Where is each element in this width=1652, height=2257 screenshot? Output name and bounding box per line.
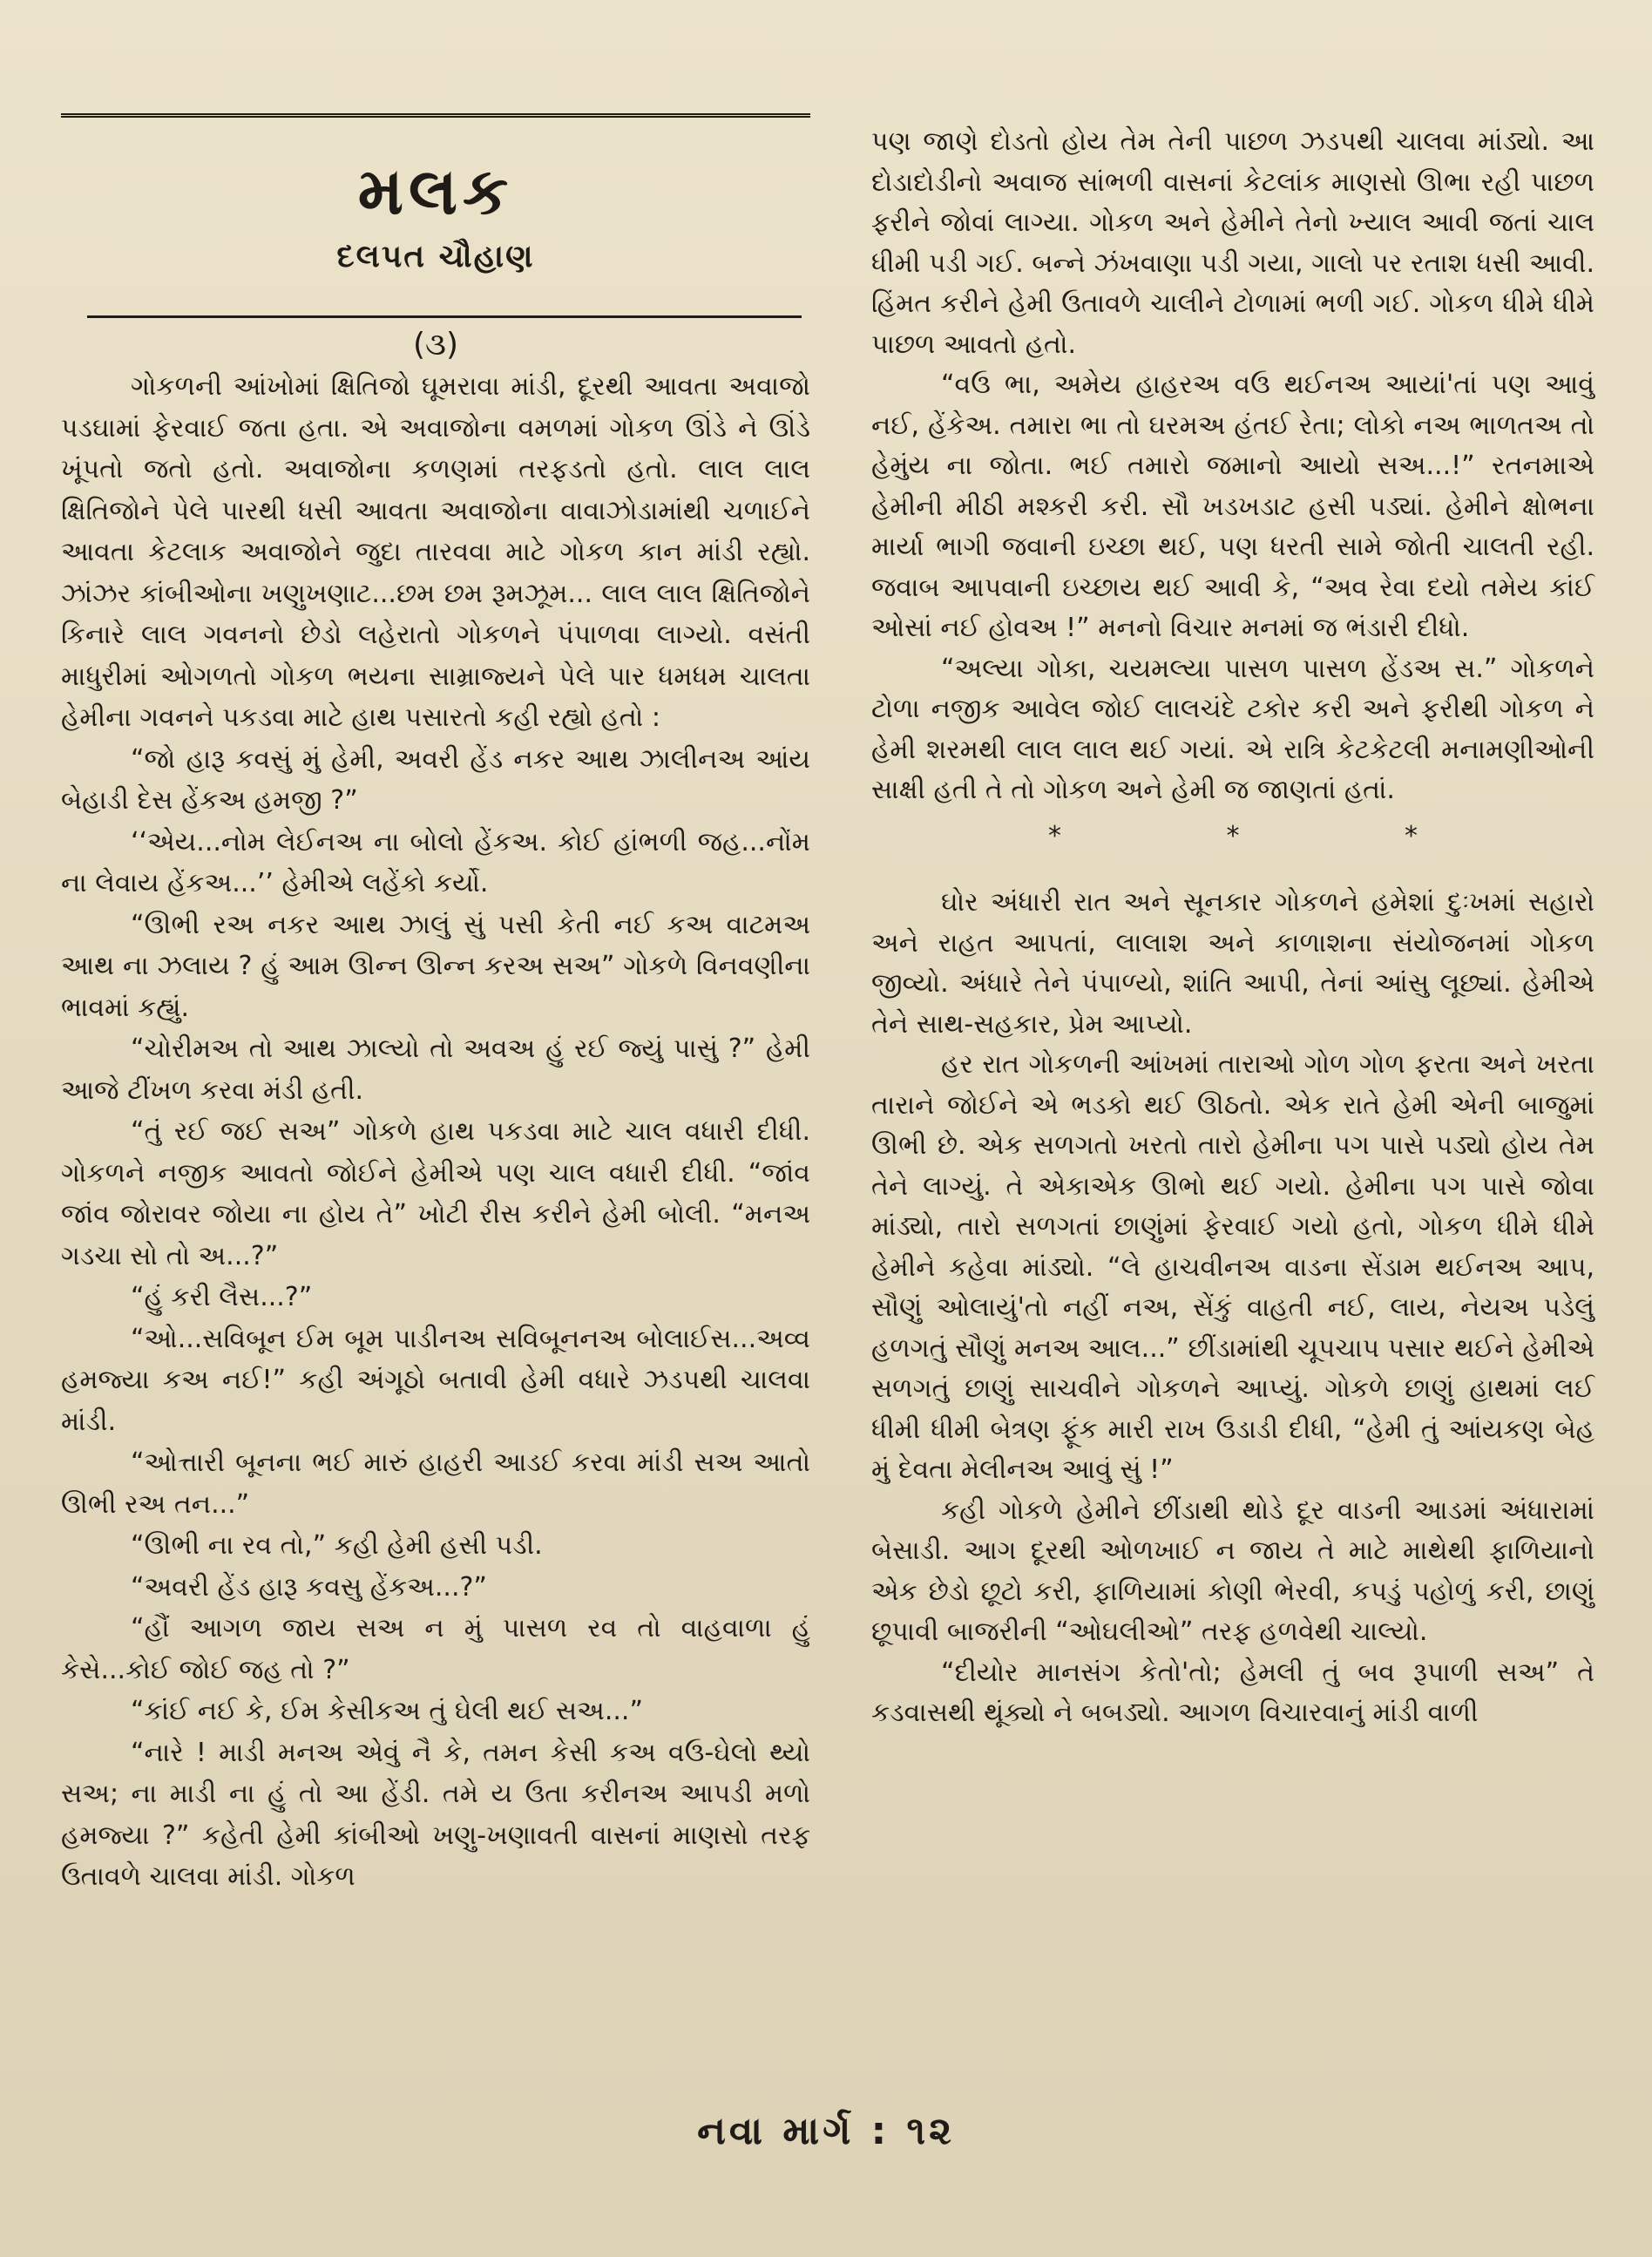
paragraph: ‘‘એય...નોમ લેઈનઅ ના બોલો હેંકઅ. કોઈ હાંભળી જહ...નોંમ ના લેવાય હેંકઅ...’’ હેમીએ લહેંકો કર્યો. — [61, 826, 810, 898]
article-header — [61, 148, 810, 279]
paragraph: “ઓત્તારી બૂનના ભઈ મારું હાહરી આડઈ કરવા માંડી સઅ આતો ઊભી રઅ તન...” — [61, 1447, 810, 1520]
paragraph: “અવરી હેંડ હારૂ કવસુ હેંકઅ...?” — [131, 1571, 487, 1603]
section-separator: * * * — [1047, 820, 1418, 851]
paragraph: “અલ્યા ગોકા, ચયમલ્યા પાસળ પાસળ હેંડઅ સ.” ગોકળને ટોળા નજીક આવેલ જોઈ લાલચંદે ટકોર કરી અને ફરીથી ગોકળ ને હેમી શરમથી લાલ લાલ થઈ ગયાં. એ રાત્રિ કેટકેટલી મનામણીઓની સાક્ષી હતી તે તો ગોકળ અને હેમી જ જાણતાં હતાં. — [871, 653, 1594, 805]
right-column — [871, 122, 1594, 1734]
paragraph: “ઓ...સવિબૂન ઈમ બૂમ પાડીનઅ સવિબૂનનઅ બોલાઈસ...અવ્વ હમજ્યા કઅ નઈ!” કહી અંગૂઠો બતાવી હેમી વધારે ઝડપથી ચાલવા માંડી. — [61, 1323, 810, 1437]
paragraph: “જો હારૂ કવસું મું હેમી, અવરી હેંડ નકર આથ ઝાલીનઅ આંય બેહાડી દેસ હેંકઅ હમજી ?” — [61, 743, 810, 816]
paragraph: “દીયોર માનસંગ કેતો'તો; હેમલી તું બવ રૂપાળી સઅ” તે કડવાસથી થૂંક્યો ને બબડ્યો. આગળ વિચારવાનું માંડી વાળી — [871, 1657, 1594, 1728]
paragraph: “નારે ! માડી મનઅ એવું નૈ કે, તમન કેસી કઅ વઉ-ઘેલો થ્યો સઅ; ના માડી ના હું તો આ હેંડી. તમે ય ઉતા કરીનઅ આપડી મળો હમજ્યા ?” કહેતી હેમી કાંબીઓ ખણુ-ખણાવતી વાસનાં માણસો તરફ ઉતાવળે ચાલવા માંડી. ગોકળ — [61, 1737, 810, 1892]
paragraph: “વઉ ભા, અમેય હાહરઅ વઉ થઈનઅ આયાં'તાં પણ આવું નઈ, હેંકેઅ. તમારા ભા તો ઘરમઅ હંતઈ રેતા; લોકો નઅ ભાળતઅ તો હેમુંય ના જોતા. ભઈ તમારો જમાનો આયો સઅ...!” રતનમાએ હેમીની મીઠી મશ્કરી કરી. સૌ ખડખડાટ હસી પડ્યાં. હેમીને ક્ષોભના માર્યા ભાગી જવાની ઇચ્છા થઈ, પણ ધરતી સામે જોતી ચાલતી રહી. જવાબ આપવાની ઇચ્છાય થઈ આવી કે, “અવ રેવા દયો તમેય કાંઈ ઓસાં નઈ હોવઅ !” મનનો વિચાર મનમાં જ ભંડારી દીધો. — [871, 369, 1594, 643]
paragraph: “હું કરી લૈસ...?” — [131, 1282, 313, 1312]
header-double-rule — [61, 113, 810, 118]
paragraph: ઘોર અંધારી રાત અને સૂનકાર ગોકળને હમેશાં દુઃખમાં સહારો અને રાહત આપતાં, લાલાશ અને કાળાશના સંયોજનમાં ગોકળ જીવ્યો. અંધારે તેને પંપાળ્યો, શાંતિ આપી, તેનાં આંસુ લૂછ્યાં. હેમીએ તેને સાથ-સહકાર, પ્રેમ આપ્યો. — [871, 887, 1594, 1040]
paragraph: “ચોરીમઅ તો આથ ઝાલ્યો તો અવઅ હું રઈ જ્યું પાસું ?” હેમી આજે ટીંખળ કરવા મંડી હતી. — [61, 1034, 810, 1106]
paragraph: “તું રઈ જઈ સઅ” ગોકળે હાથ પકડવા માટે ચાલ વધારી દીધી. ગોકળને નજીક આવતો જોઈને હેમીએ પણ ચાલ વધારી દીધી. “જાંવ જાંવ જોરાવર જોયા ના હોય તે” ખોટી રીસ કરીને હેમી બોલી. “મનઅ ગડચા સો તો અ...?” — [61, 1116, 810, 1271]
left-column — [61, 366, 810, 1898]
paragraph: કહી ગોકળે હેમીને છીંડાથી થોડે દૂર વાડની આડમાં અંધારામાં બેસાડી. આગ દૂરથી ઓળખાઈ ન જાય તે માટે માથેથી ફાળિયાનો એક છેડો છૂટો કરી, ફાળિયામાં કોણી ભેરવી, કપડું પહોળું કરી, છાણું છૂપાવી બાજરીની “ઓઘલીઓ” તરફ હળવેથી ચાલ્યો. — [871, 1494, 1594, 1647]
header-divider — [87, 315, 802, 318]
paragraph: હર રાત ગોકળની આંખમાં તારાઓ ગોળ ગોળ ફરતા અને ખરતા તારાને જોઈને એ ભડકો થઈ ઊઠતો. એક રાતે હેમી એની બાજુમાં ઊભી છે. એક સળગતો ખરતો તારો હેમીના પગ પાસે પડ્યો હોય તેમ તેને લાગ્યું. તે એકાએક ઊભો થઈ ગયો. હેમીના પગ પાસે જોવા માંડ્યો, તારો સળગતાં છાણુંમાં ફેરવાઈ ગયો હતો, ગોકળ ધીમે ધીમે હેમીને કહેવા માંડ્યો. “લે હાચવીનઅ વાડના સેંડામ થઈનઅ આપ, સૌણું ઓલાયું'તો નહીં નઅ, સેંકું વાહતી નઈ, લાય, નેયઅ પડેલું હળગતું સૌણું મનઅ આલ...” છીંડામાંથી ચૂપચાપ પસાર થઈને હેમીએ સળગતું છાણું સાચવીને ગોકળને આપ્યું. ગોકળે છાણું હાથમાં લઈ ધીમી ધીમી બેત્રણ ફૂંક મારી રાખ ઉડાડી દીધી, “હેમી તું આંયકણ બેહ મું દેવતા મેલીનઅ આવું સું !” — [871, 1049, 1594, 1485]
paragraph: “હૌં આગળ જાય સઅ ન મું પાસળ રવ તો વાહવાળા હું કેસે...કોઈ જોઈ જહ તો ?” — [61, 1613, 810, 1685]
paragraph: “કાંઈ નઈ કે, ઈમ કેસીકઅ તું ઘેલી થઈ સઅ...” — [131, 1696, 643, 1726]
paragraph: ગોકળની આંખોમાં ક્ષિતિજો ઘૂમરાવા માંડી, દૂરથી આવતા અવાજો પડઘામાં ફેરવાઈ જતા હતા. એ અવાજોના વમળમાં ગોકળ ઊંડે ને ઊંડે ખૂંપતો જતો હતો. અવાજોના કળણમાં તરફડતો હતો. લાલ લાલ ક્ષિતિજોને પેલે પારથી ધસી આવતા અવાજોના વાવાઝોડામાંથી ચળાઈને આવતા કેટલાક અવાજોને જુદા તારવવા માટે ગોકળ કાન માંડી રહ્યો. ઝાંઝર કાંબીઓના ખણુખણાટ...છમ છમ રૂમઝૂમ... લાલ લાલ ક્ષિતિજોને કિનારે લાલ ગવનનો છેડો લહેરાતો ગોકળને પંપાળવા લાગ્યો. વસંતી માધુરીમાં ઓગળતો ગોકળ ભયના સામ્રાજ્યને પેલે પાર ધમધમ ચાલતા હેમીના ગવનને પકડવા માટે હાથ પસારતો કહી રહ્યો હતો : — [61, 371, 810, 733]
page-footer: નવા માર્ગ : ૧૨ — [697, 2109, 955, 2153]
paragraph: “ઊભી ના રવ તો,” કહી હેમી હસી પડી. — [131, 1530, 543, 1561]
article-title: મલક — [357, 154, 514, 229]
article-author: દલપત ચૌહાણ — [336, 239, 535, 274]
paragraph: “ઊભી રઅ નકર આથ ઝાલું સું પસી કેતી નઈ કઅ વાટમઅ આથ ના ઝલાય ? હું આમ ઊન્ન ઊન્ન કરઅ સઅ” ગોકળે વિનવણીના ભાવમાં કહ્યું. — [61, 909, 810, 1023]
part-number: (૩) — [412, 327, 459, 363]
paragraph: પણ જાણે દોડતો હોય તેમ તેની પાછળ ઝડપથી ચાલવા માંડ્યો. આ દોડાદોડીનો અવાજ સાંભળી વાસનાં કેટલાંક માણસો ઊભા રહી પાછળ ફરીને જોવાં લાગ્યા. ગોકળ અને હેમીને તેનો ખ્યાલ આવી જતાં ચાલ ધીમી પડી ગઈ. બન્ને ઝંખવાણા પડી ગયા, ગાલો પર રતાશ ધસી આવી. હિંમત કરીને હેમી ઉતાવળે ચાલીને ટોળામાં ભળી ગઈ. ગોકળ ધીમે ધીમે પાછળ આવતો હતો. — [871, 126, 1594, 360]
